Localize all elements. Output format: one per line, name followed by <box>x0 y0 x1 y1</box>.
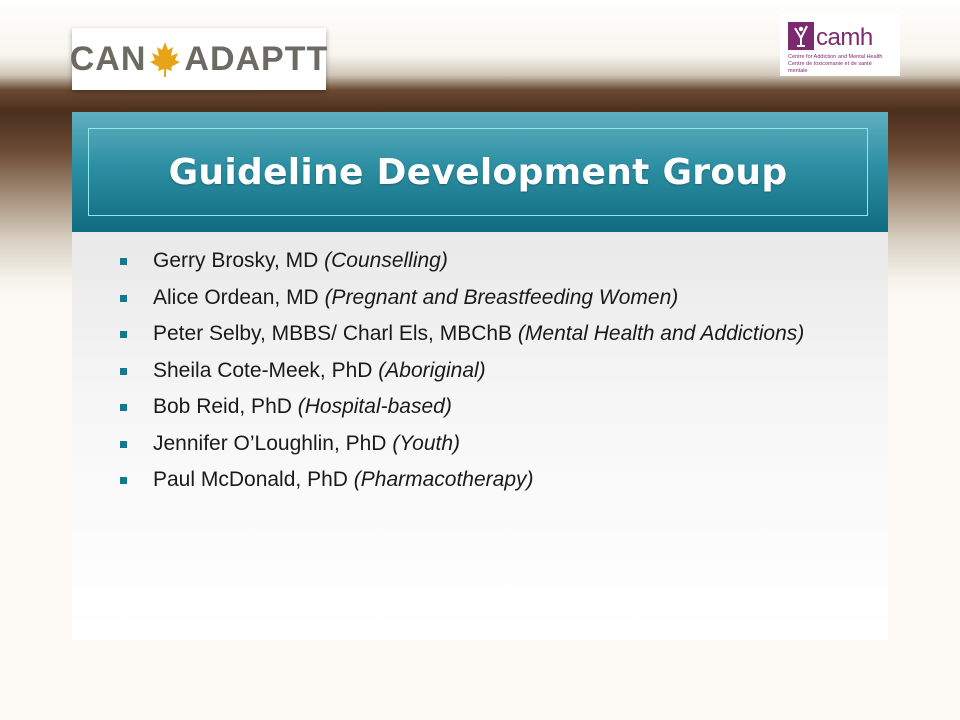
member-role: (Youth) <box>392 431 461 455</box>
list-item <box>116 356 856 386</box>
title-bar <box>72 112 888 232</box>
logo-text-can: CAN <box>69 39 147 78</box>
square-bullet-icon <box>120 258 127 265</box>
member-role: (Mental Health and Addictions) <box>517 322 805 345</box>
camh-subtitle-en: Centre for Addiction and Mental Health <box>788 54 883 60</box>
title-frame <box>88 128 868 216</box>
camh-wordmark: camh <box>816 24 873 51</box>
list-item <box>116 465 856 495</box>
square-bullet-icon <box>120 368 127 375</box>
member-name: Bob Reid, PhD <box>153 395 298 418</box>
maple-leaf-icon <box>148 40 182 78</box>
slide-title: Guideline Development Group <box>168 151 788 193</box>
list-item <box>116 283 856 313</box>
logo-text-adaptt: ADAPTT <box>184 39 329 78</box>
camh-logo <box>780 14 900 76</box>
member-name: Peter Selby, MBBS/ Charl Els, MBChB <box>153 322 518 345</box>
member-name: Sheila Cote-Meek, PhD <box>153 358 379 382</box>
camh-subtitle-fr: Centre de toxicomanie et de santé mentale <box>788 61 872 74</box>
list-item <box>116 246 856 276</box>
member-name: Paul McDonald, PhD <box>153 468 354 491</box>
member-name: Jennifer O’Loughlin, PhD <box>153 431 393 455</box>
camh-figure-icon <box>788 22 814 50</box>
list-item <box>116 392 856 422</box>
member-name: Alice Ordean, MD <box>153 285 325 309</box>
square-bullet-icon <box>120 295 127 302</box>
square-bullet-icon <box>120 331 127 338</box>
list-item <box>116 319 856 349</box>
member-role: (Hospital-based) <box>297 395 452 418</box>
member-list <box>116 246 856 502</box>
list-item <box>116 429 856 459</box>
member-role: (Pharmacotherapy) <box>353 468 534 491</box>
camh-subtitle <box>788 54 892 75</box>
slide-panel <box>72 112 888 640</box>
member-role: (Aboriginal) <box>378 358 486 382</box>
member-name: Gerry Brosky, MD <box>153 249 325 272</box>
square-bullet-icon <box>120 404 127 411</box>
square-bullet-icon <box>120 441 127 448</box>
member-role: (Pregnant and Breastfeeding Women) <box>324 285 679 309</box>
can-adaptt-logo <box>69 28 329 90</box>
square-bullet-icon <box>120 477 127 484</box>
member-role: (Counselling) <box>324 249 448 272</box>
